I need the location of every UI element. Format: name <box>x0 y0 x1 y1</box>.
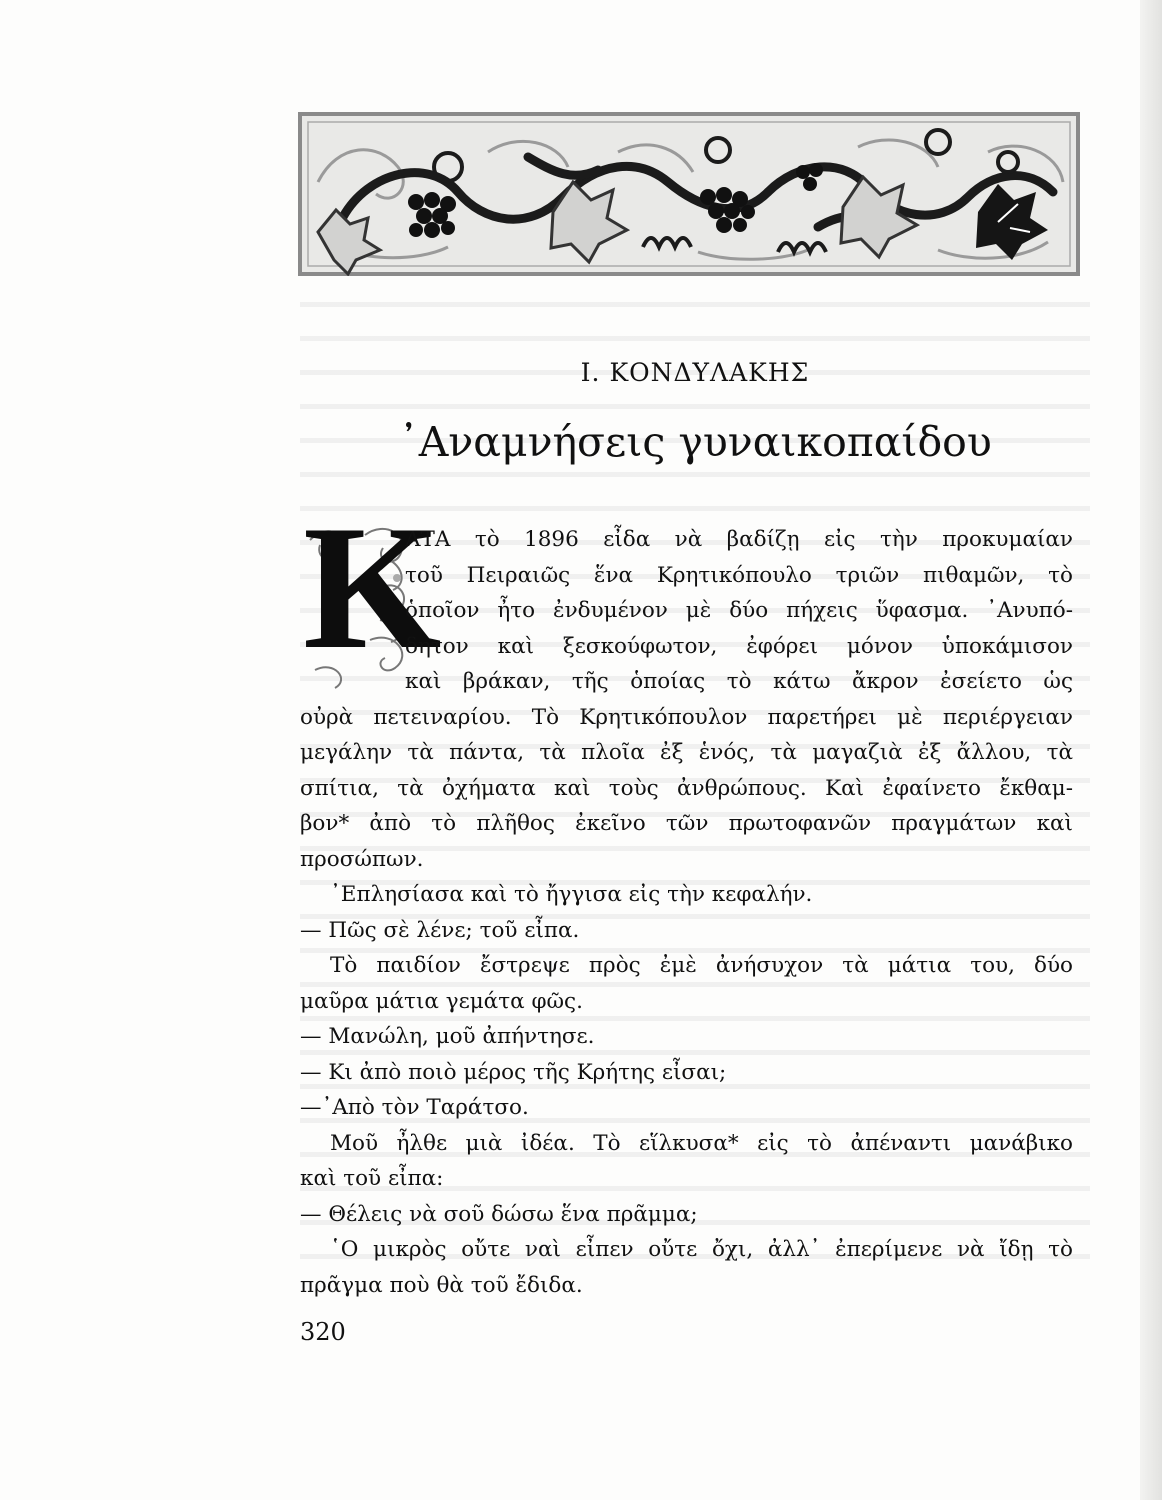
dialogue-line: —᾿Απὸ τὸν Ταράτσο. <box>300 1095 529 1120</box>
text-line: ΑΤΑ τὸ 1896 εἶδα νὰ βαδίζῃ εἰς τὴν προκυμαίαν <box>405 527 1073 552</box>
page-number: 320 <box>300 1318 346 1346</box>
lead-paragraph-wrapped <box>300 522 1073 700</box>
text-line: οὐρὰ πετειναρίου. Τὸ Κρητικόπουλον παρετήρει μὲ περιέργειαν <box>300 704 1073 730</box>
text-line: πρᾶγμα ποὺ θὰ τοῦ ἔδιδα. <box>300 1272 583 1298</box>
text-line: Μοῦ ἦλθε μιὰ ἰδέα. Τὸ εἵλκυσα* εἰς τὸ ἀπέναντι μανάβικο <box>330 1130 1073 1156</box>
text-line: προσώπων. <box>300 846 424 872</box>
text-line: καὶ βράκαν, τῆς ὁποίας τὸ κάτω ἄκρον ἐσείετο ὡς <box>405 669 1073 694</box>
story-title: ᾿Αναμνήσεις γυναικοπαίδου <box>398 418 992 466</box>
text-line: σπίτια, τὰ ὀχήματα καὶ τοὺς ἀνθρώπους. Καὶ ἐφαίνετο ἔκθαμ- <box>300 775 1073 801</box>
text-line: μεγάλην τὰ πάντα, τὰ πλοῖα ἐξ ἑνός, τὰ μαγαζιὰ ἐξ ἄλλου, τὰ <box>300 740 1073 765</box>
text-line: τοῦ Πειραιῶς ἕνα Κρητικόπουλο τριῶν πιθαμῶν, τὸ <box>405 562 1073 588</box>
text-line: βον* ἀπὸ τὸ πλῆθος ἐκεῖνο τῶν πρωτοφανῶν πραγμάτων καὶ <box>300 811 1073 836</box>
author-name: Ι. ΚΟΝΔΥΛΑΚΗΣ <box>580 358 810 387</box>
ornamental-banner <box>298 112 1080 276</box>
story-body <box>300 522 1073 1303</box>
dialogue-line: — Πῶς σὲ λένε; τοῦ εἶπα. <box>300 917 580 943</box>
page-edge-shadow <box>1140 0 1162 1500</box>
dropcap-letter: Κ <box>303 488 442 686</box>
paragraph: ᾿Επλησίασα καὶ τὸ ἤγγισα εἰς τὴν κεφαλήν. <box>330 882 813 907</box>
text-line: μαῦρα μάτια γεμάτα φῶς. <box>300 988 583 1014</box>
text-line: καὶ τοῦ εἶπα: <box>300 1166 444 1191</box>
text-line: Τὸ παιδίον ἔστρεψε πρὸς ἐμὲ ἀνήσυχον τὰ μάτια του, δύο <box>330 953 1073 978</box>
text-line: ὁποῖον ἦτο ἐνδυμένον μὲ δύο πήχεις ὕφασμα. ᾿Ανυπό- <box>405 598 1073 623</box>
dialogue-line: — Θέλεις νὰ σοῦ δώσω ἕνα πρᾶμμα; <box>300 1201 698 1227</box>
text-line: ῾Ο μικρὸς οὔτε ναὶ εἶπεν οὔτε ὄχι, ἀλλ᾿ ἐπερίμενε νὰ ἴδῃ τὸ <box>330 1237 1073 1262</box>
dialogue-line: — Κι ἀπὸ ποιὸ μέρος τῆς Κρήτης εἶσαι; <box>300 1059 727 1085</box>
dialogue-line: — Μανώλη, μοῦ ἀπήντησε. <box>300 1024 595 1049</box>
text-line: δητον καὶ ξεσκούφωτον, ἐφόρει μόνον ὑποκάμισον <box>405 633 1073 659</box>
